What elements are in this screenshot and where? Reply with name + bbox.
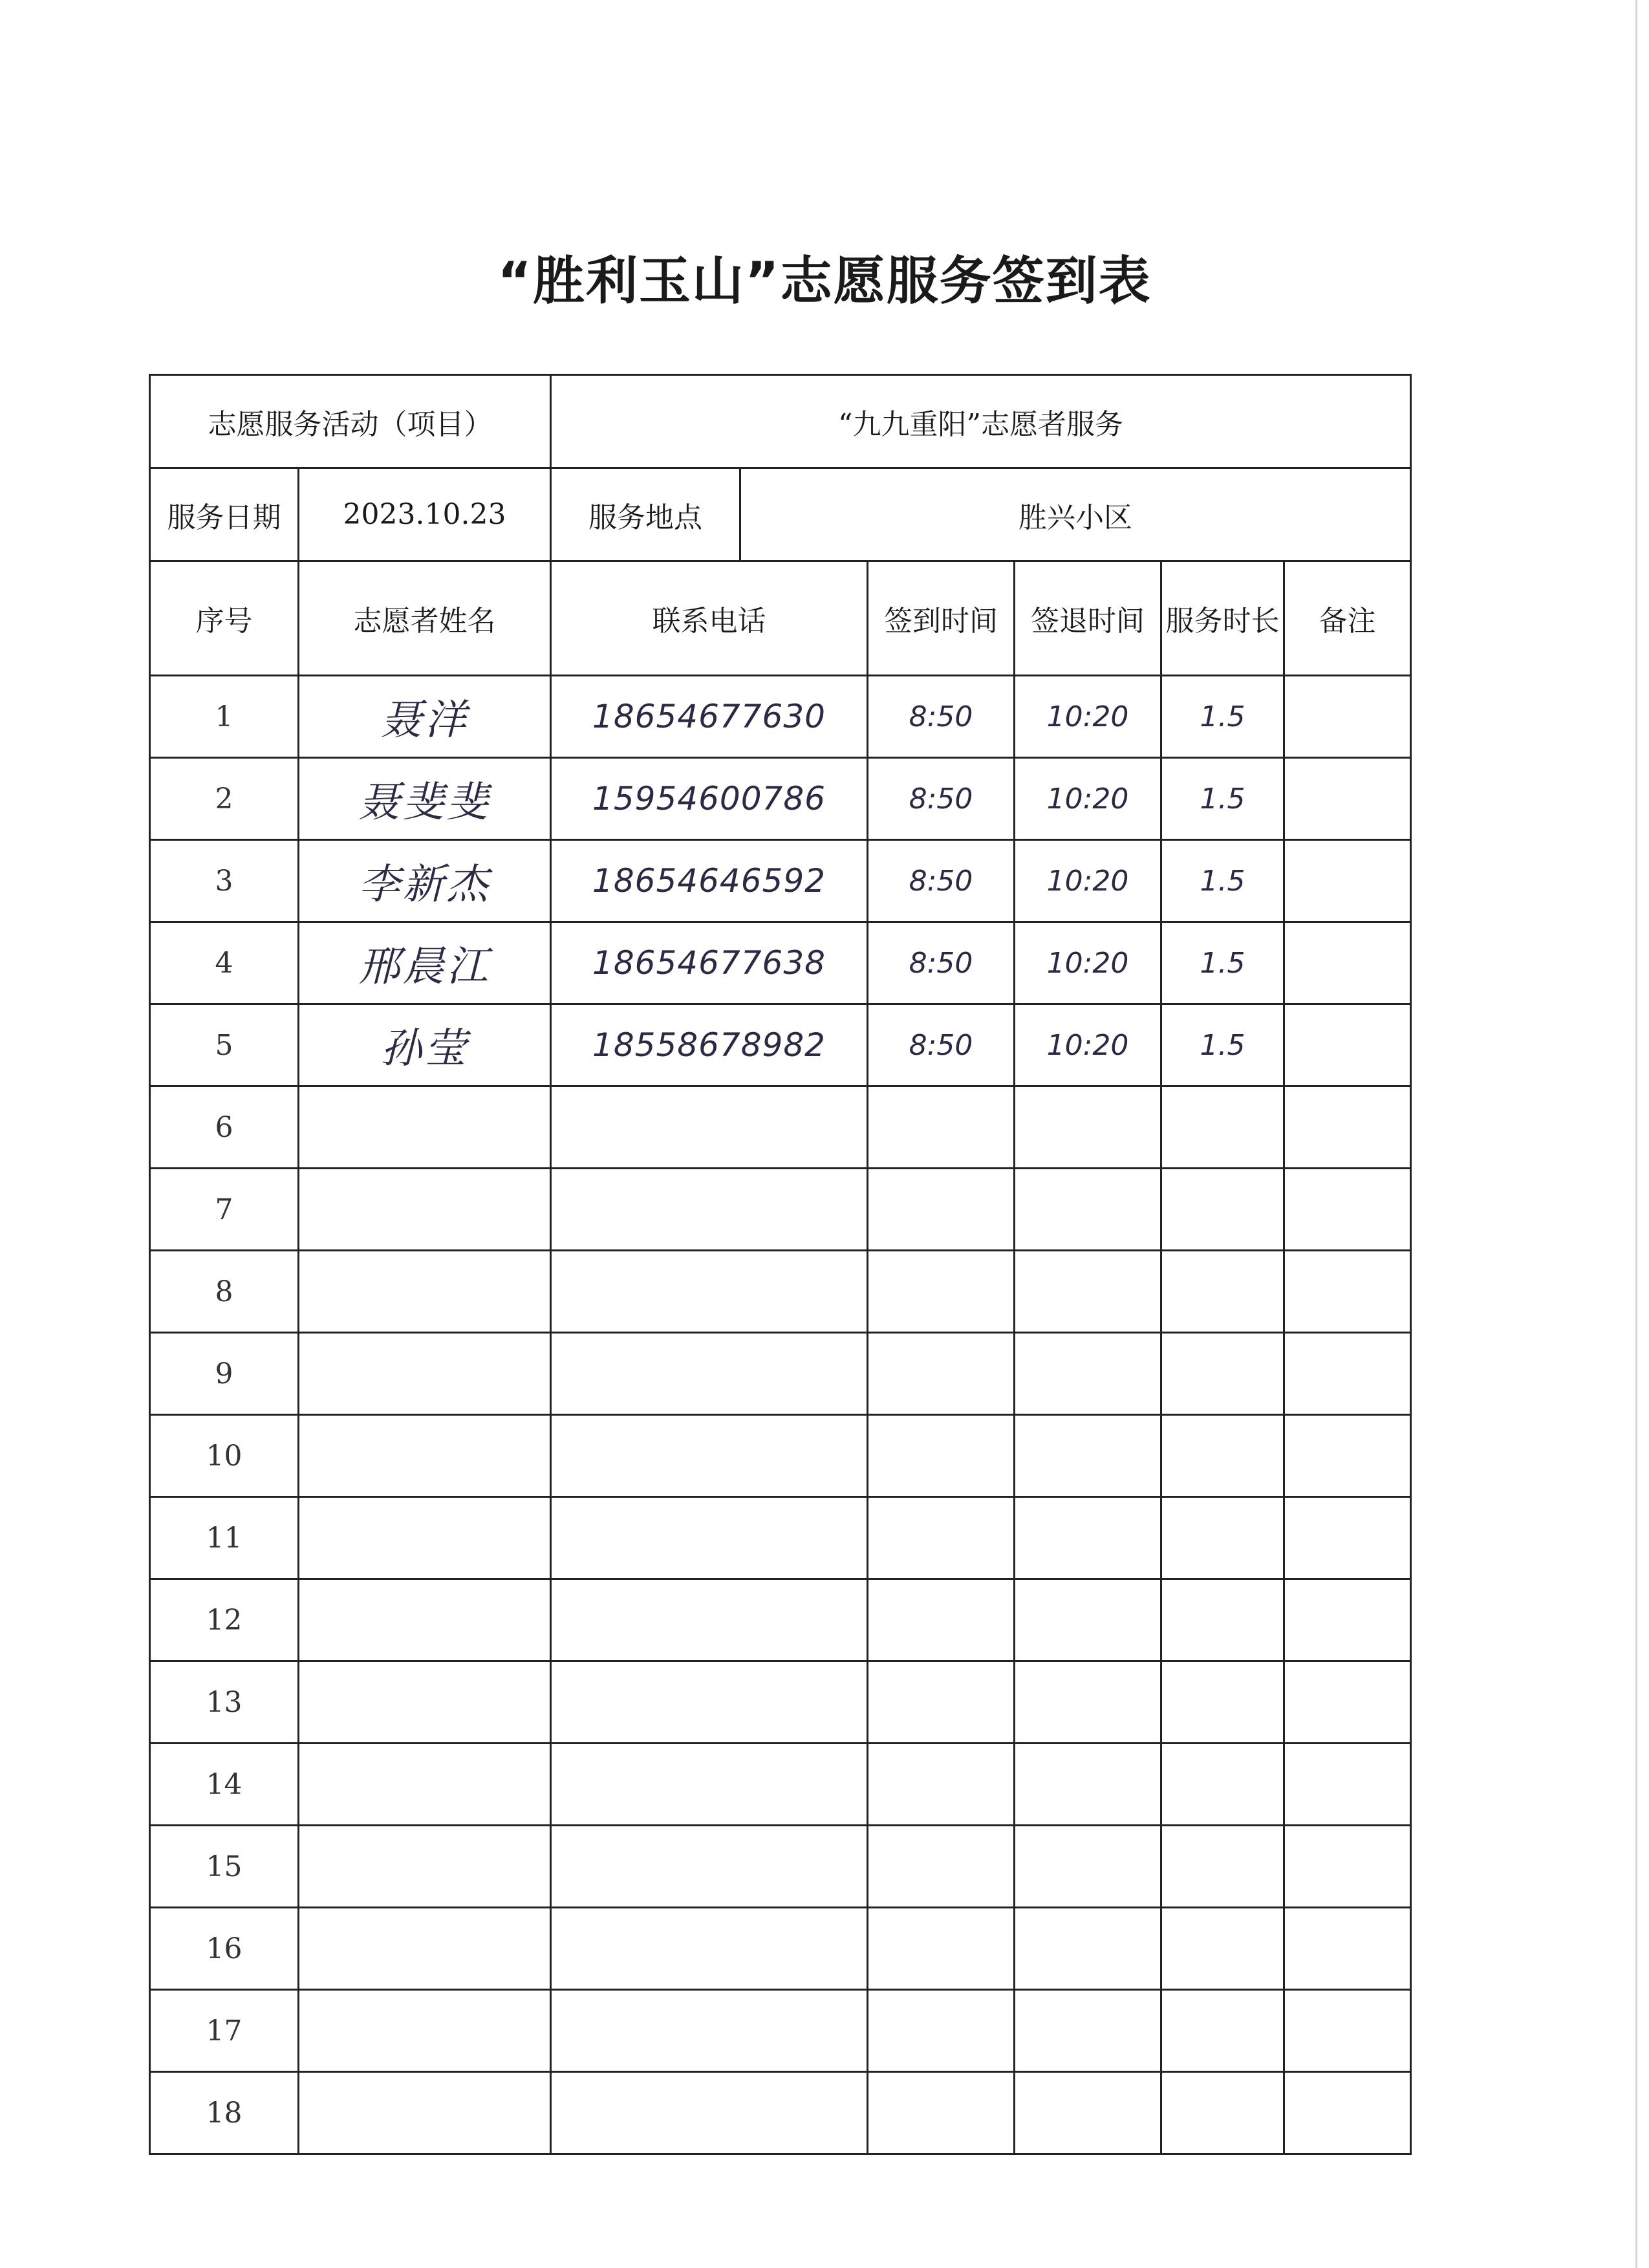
volunteer-name [299, 1086, 551, 1169]
service-hours: 1.5 [1161, 758, 1284, 840]
table-row [150, 1004, 1411, 1086]
note-cell [1284, 758, 1411, 840]
note-cell [1284, 1826, 1411, 1908]
sign-in-time [868, 1086, 1015, 1169]
sign-out-time [1015, 1826, 1161, 1908]
note-cell [1284, 1169, 1411, 1251]
volunteer-name: 聂斐斐 [299, 758, 551, 840]
location-value: 胜兴小区 [740, 468, 1411, 561]
phone-number [551, 1497, 868, 1579]
sign-in-time: 8:50 [868, 922, 1015, 1004]
row-number: 2 [150, 758, 299, 840]
row-number: 8 [150, 1251, 299, 1333]
service-hours [1161, 1251, 1284, 1333]
sign-in-time [868, 1661, 1015, 1744]
service-hours [1161, 1744, 1284, 1826]
phone-number [551, 2072, 868, 2154]
phone-number [551, 1251, 868, 1333]
volunteer-name [299, 1169, 551, 1251]
table-row [150, 1744, 1411, 1826]
phone-number [551, 1826, 868, 1908]
service-hours [1161, 1579, 1284, 1661]
service-hours [1161, 1169, 1284, 1251]
note-cell [1284, 1251, 1411, 1333]
note-cell [1284, 1004, 1411, 1086]
volunteer-name: 孙莹 [299, 1004, 551, 1086]
sign-in-time [868, 1497, 1015, 1579]
volunteer-name [299, 1415, 551, 1497]
row-number: 14 [150, 1744, 299, 1826]
sign-in-time [868, 1169, 1015, 1251]
volunteer-name: 邢晨江 [299, 922, 551, 1004]
sign-out-time [1015, 1169, 1161, 1251]
volunteer-name: 聂洋 [299, 676, 551, 758]
row-number: 6 [150, 1086, 299, 1169]
sign-out-time [1015, 1497, 1161, 1579]
table-row [150, 1415, 1411, 1497]
date-label: 服务日期 [150, 468, 299, 561]
row-number: 18 [150, 2072, 299, 2154]
phone-number [551, 1169, 868, 1251]
sign-out-time [1015, 1744, 1161, 1826]
sign-out-time: 10:20 [1015, 840, 1161, 922]
volunteer-name [299, 1579, 551, 1661]
col-header-name: 志愿者姓名 [299, 561, 551, 676]
volunteer-name: 李新杰 [299, 840, 551, 922]
sign-in-time: 8:50 [868, 676, 1015, 758]
service-hours [1161, 2072, 1284, 2154]
volunteer-name [299, 1826, 551, 1908]
note-cell [1284, 1744, 1411, 1826]
table-row [150, 1990, 1411, 2072]
phone-number: 15954600786 [551, 758, 868, 840]
service-hours [1161, 1990, 1284, 2072]
table-row [150, 1169, 1411, 1251]
sign-out-time: 10:20 [1015, 922, 1161, 1004]
sign-in-time [868, 1744, 1015, 1826]
sign-in-time [868, 1990, 1015, 2072]
col-header-sign-out: 签退时间 [1015, 561, 1161, 676]
phone-number [551, 1333, 868, 1415]
table-row [150, 676, 1411, 758]
date-location-row [150, 468, 1411, 561]
note-cell [1284, 1415, 1411, 1497]
sign-in-time: 8:50 [868, 840, 1015, 922]
table-row [150, 1497, 1411, 1579]
volunteer-name [299, 1661, 551, 1744]
volunteer-name [299, 1990, 551, 2072]
service-hours [1161, 1908, 1284, 1990]
phone-number [551, 1086, 868, 1169]
volunteer-name [299, 1744, 551, 1826]
phone-number [551, 1579, 868, 1661]
col-header-phone: 联系电话 [551, 561, 868, 676]
sign-in-time [868, 1579, 1015, 1661]
col-header-note: 备注 [1284, 561, 1411, 676]
note-cell [1284, 840, 1411, 922]
row-number: 15 [150, 1826, 299, 1908]
service-hours: 1.5 [1161, 1004, 1284, 1086]
table-row [150, 2072, 1411, 2154]
table-row [150, 758, 1411, 840]
note-cell [1284, 1908, 1411, 1990]
note-cell [1284, 2072, 1411, 2154]
note-cell [1284, 1579, 1411, 1661]
phone-number: 18654646592 [551, 840, 868, 922]
note-cell [1284, 1086, 1411, 1169]
column-header-row [150, 561, 1411, 676]
row-number: 3 [150, 840, 299, 922]
service-hours [1161, 1333, 1284, 1415]
table-row [150, 1086, 1411, 1169]
service-hours [1161, 1661, 1284, 1744]
sign-in-time: 8:50 [868, 758, 1015, 840]
note-cell [1284, 1497, 1411, 1579]
sign-out-time [1015, 1990, 1161, 2072]
row-number: 4 [150, 922, 299, 1004]
volunteer-name [299, 1908, 551, 1990]
table-row [150, 1579, 1411, 1661]
note-cell [1284, 922, 1411, 1004]
sign-out-time [1015, 1579, 1161, 1661]
table-row [150, 840, 1411, 922]
phone-number [551, 1908, 868, 1990]
volunteer-name [299, 1333, 551, 1415]
date-value: 2023.10.23 [299, 468, 551, 561]
volunteer-name [299, 2072, 551, 2154]
service-hours: 1.5 [1161, 922, 1284, 1004]
sign-in-time [868, 2072, 1015, 2154]
phone-number [551, 1744, 868, 1826]
note-cell [1284, 676, 1411, 758]
phone-number: 18558678982 [551, 1004, 868, 1086]
table-row [150, 1661, 1411, 1744]
table-row [150, 1333, 1411, 1415]
row-number: 10 [150, 1415, 299, 1497]
volunteer-name [299, 1251, 551, 1333]
sign-out-time [1015, 1908, 1161, 1990]
note-cell [1284, 1661, 1411, 1744]
sign-out-time [1015, 1661, 1161, 1744]
note-cell [1284, 1990, 1411, 2072]
table-row [150, 1826, 1411, 1908]
sign-in-time [868, 1415, 1015, 1497]
sign-in-time [868, 1251, 1015, 1333]
phone-number: 18654677630 [551, 676, 868, 758]
table-row [150, 1908, 1411, 1990]
phone-number [551, 1990, 868, 2072]
sign-out-time: 10:20 [1015, 758, 1161, 840]
service-hours: 1.5 [1161, 840, 1284, 922]
row-number: 12 [150, 1579, 299, 1661]
phone-number: 18654677638 [551, 922, 868, 1004]
note-cell [1284, 1333, 1411, 1415]
phone-number [551, 1415, 868, 1497]
row-number: 13 [150, 1661, 299, 1744]
table-row [150, 922, 1411, 1004]
service-hours [1161, 1415, 1284, 1497]
row-number: 11 [150, 1497, 299, 1579]
activity-label: 志愿服务活动（项目） [150, 375, 551, 468]
sign-out-time: 10:20 [1015, 1004, 1161, 1086]
row-number: 1 [150, 676, 299, 758]
sign-out-time: 10:20 [1015, 676, 1161, 758]
activity-value: “九九重阳”志愿者服务 [551, 375, 1411, 468]
sign-out-time [1015, 1415, 1161, 1497]
row-number: 9 [150, 1333, 299, 1415]
phone-number [551, 1661, 868, 1744]
scan-edge-line [1635, 0, 1637, 2268]
service-hours [1161, 1826, 1284, 1908]
row-number: 7 [150, 1169, 299, 1251]
table-row [150, 1251, 1411, 1333]
sign-out-time [1015, 2072, 1161, 2154]
sign-in-time [868, 1908, 1015, 1990]
sign-in-time: 8:50 [868, 1004, 1015, 1086]
col-header-hours: 服务时长 [1161, 561, 1284, 676]
service-hours [1161, 1086, 1284, 1169]
sign-in-table [149, 374, 1412, 2155]
sign-in-time [868, 1333, 1015, 1415]
sign-in-time [868, 1826, 1015, 1908]
page-title: “胜利玉山”志愿服务签到表 [497, 251, 1152, 311]
row-number: 17 [150, 1990, 299, 2072]
volunteer-name [299, 1497, 551, 1579]
row-number: 5 [150, 1004, 299, 1086]
sign-out-time [1015, 1251, 1161, 1333]
location-label: 服务地点 [551, 468, 740, 561]
col-header-number: 序号 [150, 561, 299, 676]
col-header-sign-in: 签到时间 [868, 561, 1015, 676]
sign-out-time [1015, 1086, 1161, 1169]
activity-row [150, 375, 1411, 468]
row-number: 16 [150, 1908, 299, 1990]
service-hours [1161, 1497, 1284, 1579]
service-hours: 1.5 [1161, 676, 1284, 758]
sign-out-time [1015, 1333, 1161, 1415]
